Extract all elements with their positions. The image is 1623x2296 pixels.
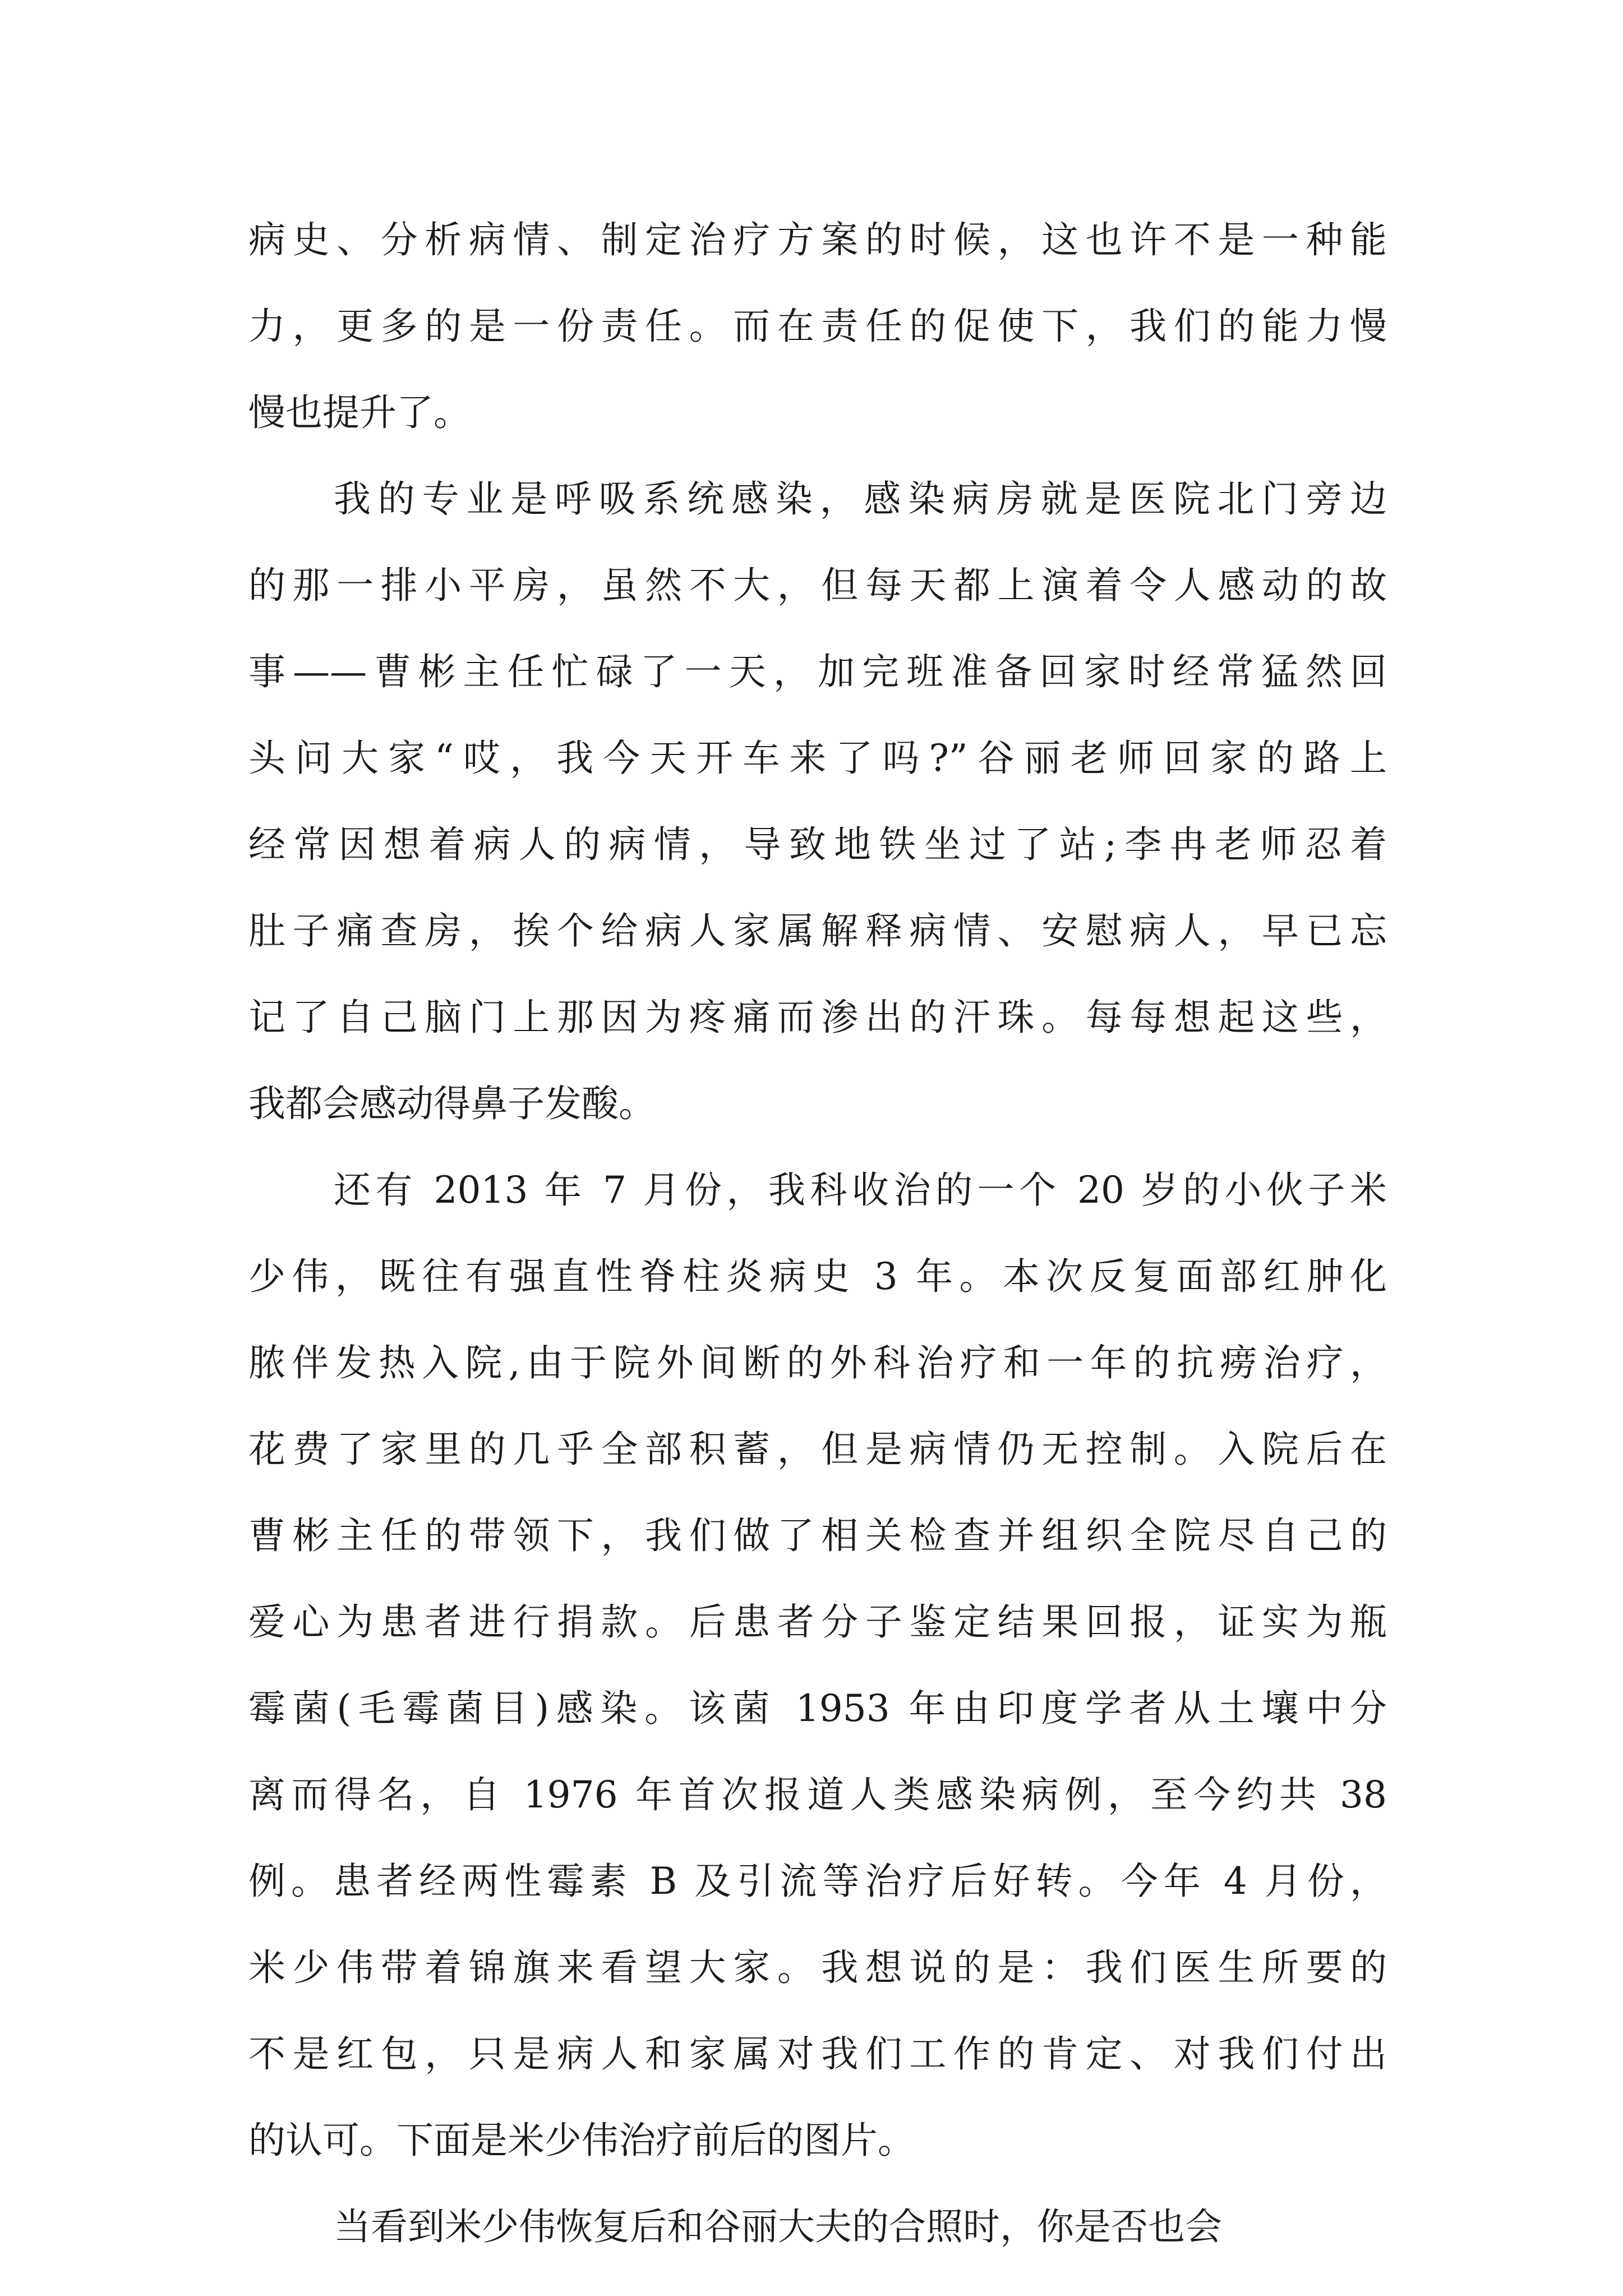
text-line: 力，更多的是一份责任。而在责任的促使下，我们的能力慢 [248,305,1387,348]
text-line: 爱心为患者进行捐款。后患者分子鉴定结果回报，证实为瓶 [248,1600,1387,1644]
text-line: 病史、分析病情、制定治疗方案的时候，这也许不是一种能 [248,218,1387,261]
text-line: 霉菌(毛霉菌目)感染。该菌 1953 年由印度学者从土壤中分 [248,1687,1387,1730]
text-line: 脓伴发热入院,由于院外间断的外科治疗和一年的抗痨治疗， [248,1341,1387,1384]
paragraph-first-line: 我的专业是呼吸系统感染，感染病房就是医院北门旁边 [334,477,1387,521]
text-line: 事——曹彬主任忙碌了一天，加完班准备回家时经常猛然回 [248,650,1387,693]
text-line: 离而得名，自 1976 年首次报道人类感染病例，至今约共 38 [248,1773,1387,1816]
text-line: 少伟，既往有强直性脊柱炎病史 3 年。本次反复面部红肿化 [248,1255,1387,1298]
paragraph-first-line: 还有 2013 年 7 月份，我科收治的一个 20 岁的小伙子米 [334,1168,1387,1212]
text-line: 经常因想着病人的病情，导致地铁坐过了站;李冉老师忍着 [248,823,1387,866]
text-line: 肚子痛查房，挨个给病人家属解释病情、安慰病人，早已忘 [248,909,1387,953]
text-line: 不是红包，只是病人和家属对我们工作的肯定、对我们付出 [248,2032,1387,2076]
paragraph-first-line: 当看到米少伟恢复后和谷丽大夫的合照时，你是否也会 [334,2205,1222,2248]
text-line: 花费了家里的几乎全部积蓄，但是病情仍无控制。入院后在 [248,1428,1387,1471]
text-line: 的那一排小平房，虽然不大，但每天都上演着令人感动的故 [248,564,1387,607]
text-line: 我都会感动得鼻子发酸。 [248,1082,656,1125]
text-line: 记了自己脑门上那因为疼痛而渗出的汗珠。每每想起这些， [248,996,1387,1039]
text-line: 例。患者经两性霉素 B 及引流等治疗后好转。今年 4 月份， [248,1860,1387,1903]
text-line: 的认可。下面是米少伟治疗前后的图片。 [248,2119,915,2162]
text-line: 米少伟带着锦旗来看望大家。我想说的是：我们医生所要的 [248,1946,1387,1989]
text-line: 头问大家“哎，我今天开车来了吗?”谷丽老师回家的路上 [248,737,1387,780]
text-line: 慢也提升了。 [248,391,471,434]
text-line: 曹彬主任的带领下，我们做了相关检查并组织全院尽自己的 [248,1514,1387,1557]
